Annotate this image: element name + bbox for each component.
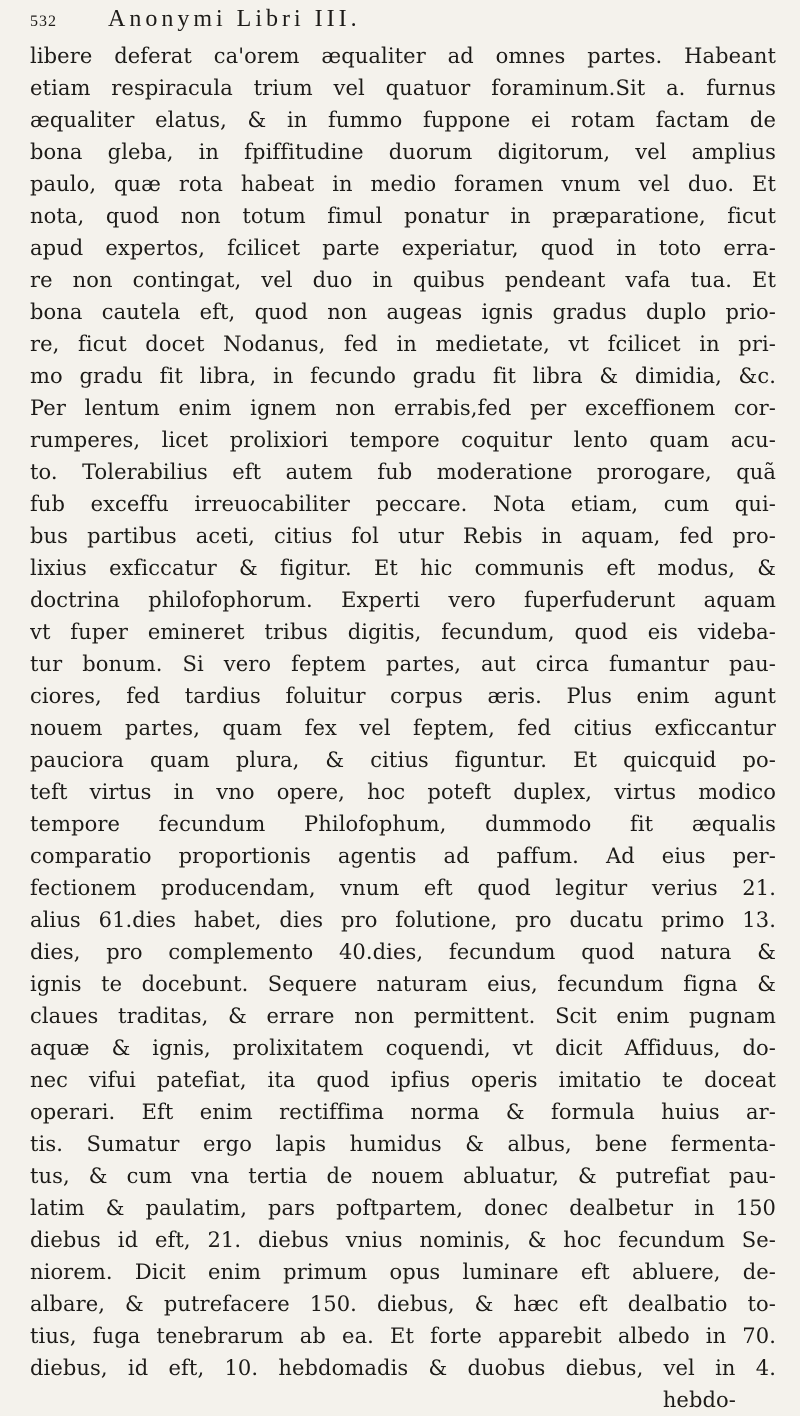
text-line: albare, & putrefacere 150. diebus, & hæc eft dealbatio to- bbox=[30, 1292, 776, 1316]
page-number: 532 bbox=[30, 13, 57, 30]
text-line: comparatio proportionis agentis ad paffum. Ad eius per- bbox=[30, 844, 776, 868]
text-line: bona cautela eft, quod non augeas ignis gradus duplo prio- bbox=[30, 300, 776, 324]
text-line: mo gradu fit libra, in fecundo gradu fit libra & dimidia, &c. bbox=[30, 364, 776, 388]
text-line: alius 61.dies habet, dies pro folutione, pro ducatu primo 13. bbox=[30, 908, 776, 932]
text-line: pauciora quam plura, & citius figuntur. Et quicquid po- bbox=[30, 748, 776, 772]
text-line: fub exceffu irreuocabiliter peccare. Nota etiam, cum qui- bbox=[30, 492, 776, 516]
text-line: doctrina philofophorum. Experti vero fuperfuderunt aquam bbox=[30, 588, 776, 612]
text-line: bona gleba, in fpiffitudine duorum digitorum, vel amplius bbox=[30, 140, 776, 164]
text-line: aquæ & ignis, prolixitatem coquendi, vt dicit Affiduus, do- bbox=[30, 1036, 776, 1060]
text-line: tis. Sumatur ergo lapis humidus & albus, bene fermenta- bbox=[30, 1132, 776, 1156]
text-line: latim & paulatim, pars poftpartem, donec dealbetur in 150 bbox=[30, 1196, 776, 1220]
text-line: operari. Eft enim rectiffima norma & formula huius ar- bbox=[30, 1100, 776, 1124]
text-line: nec vifui patefiat, ita quod ipfius operis imitatio te doceat bbox=[30, 1068, 776, 1092]
text-line: Per lentum enim ignem non errabis,fed per exceffionem cor- bbox=[30, 396, 776, 420]
body-text bbox=[30, 40, 776, 1416]
catchword: hebdo- bbox=[662, 1388, 736, 1412]
text-line: bus partibus aceti, citius fol utur Rebis in aquam, fed pro- bbox=[30, 524, 776, 548]
text-line: tur bonum. Si vero feptem partes, aut circa fumantur pau- bbox=[30, 652, 776, 676]
text-line: teft virtus in vno opere, hoc poteft duplex, virtus modico bbox=[30, 780, 776, 804]
text-line: tempore fecundum Philofophum, dummodo fit æqualis bbox=[30, 812, 776, 836]
text-line: diebus, id eft, 10. hebdomadis & duobus diebus, vel in 4. bbox=[30, 1356, 776, 1380]
text-line: niorem. Dicit enim primum opus luminare eft abluere, de- bbox=[30, 1260, 776, 1284]
text-line: tus, & cum vna tertia de nouem abluatur, & putrefiat pau- bbox=[30, 1164, 776, 1188]
text-line: ciores, fed tardius foluitur corpus æris. Plus enim agunt bbox=[30, 684, 776, 708]
running-title: Anonymi Libri III. bbox=[108, 6, 361, 32]
text-line: rumperes, licet prolixiori tempore coquitur lento quam acu- bbox=[30, 428, 776, 452]
text-line: nota, quod non totum fimul ponatur in præparatione, ficut bbox=[30, 204, 776, 228]
text-line: paulo, quæ rota habeat in medio foramen vnum vel duo. Et bbox=[30, 172, 776, 196]
text-line: vt fuper emineret tribus digitis, fecundum, quod eis videba- bbox=[30, 620, 776, 644]
text-line: apud expertos, fcilicet parte experiatur, quod in toto erra- bbox=[30, 236, 776, 260]
text-line: diebus id eft, 21. diebus vnius nominis, & hoc fecundum Se- bbox=[30, 1228, 776, 1252]
text-line: æqualiter elatus, & in fummo fuppone ei rotam factam de bbox=[30, 108, 776, 132]
running-head bbox=[30, 6, 776, 40]
text-line: etiam respiracula trium vel quatuor foraminum.Sit a. furnus bbox=[30, 76, 776, 100]
text-line: to. Tolerabilius eft autem fub moderatione prorogare, quã bbox=[30, 460, 776, 484]
text-line: re, ficut docet Nodanus, fed in medietate, vt fcilicet in pri- bbox=[30, 332, 776, 356]
text-line: claues traditas, & errare non permittent. Scit enim pugnam bbox=[30, 1004, 776, 1028]
text-line: libere deferat ca'orem æqualiter ad omnes partes. Habeant bbox=[30, 44, 776, 68]
text-line: tius, fuga tenebrarum ab ea. Et forte apparebit albedo in 70. bbox=[30, 1324, 776, 1348]
text-line: nouem partes, quam fex vel feptem, fed citius exficcantur bbox=[30, 716, 776, 740]
text-line: lixius exficcatur & figitur. Et hic communis eft modus, & bbox=[30, 556, 776, 580]
text-line: re non contingat, vel duo in quibus pendeant vafa tua. Et bbox=[30, 268, 776, 292]
text-line: ignis te docebunt. Sequere naturam eius, fecundum figna & bbox=[30, 972, 776, 996]
text-line: dies, pro complemento 40.dies, fecundum quod natura & bbox=[30, 940, 776, 964]
text-line: fectionem producendam, vnum eft quod legitur verius 21. bbox=[30, 876, 776, 900]
